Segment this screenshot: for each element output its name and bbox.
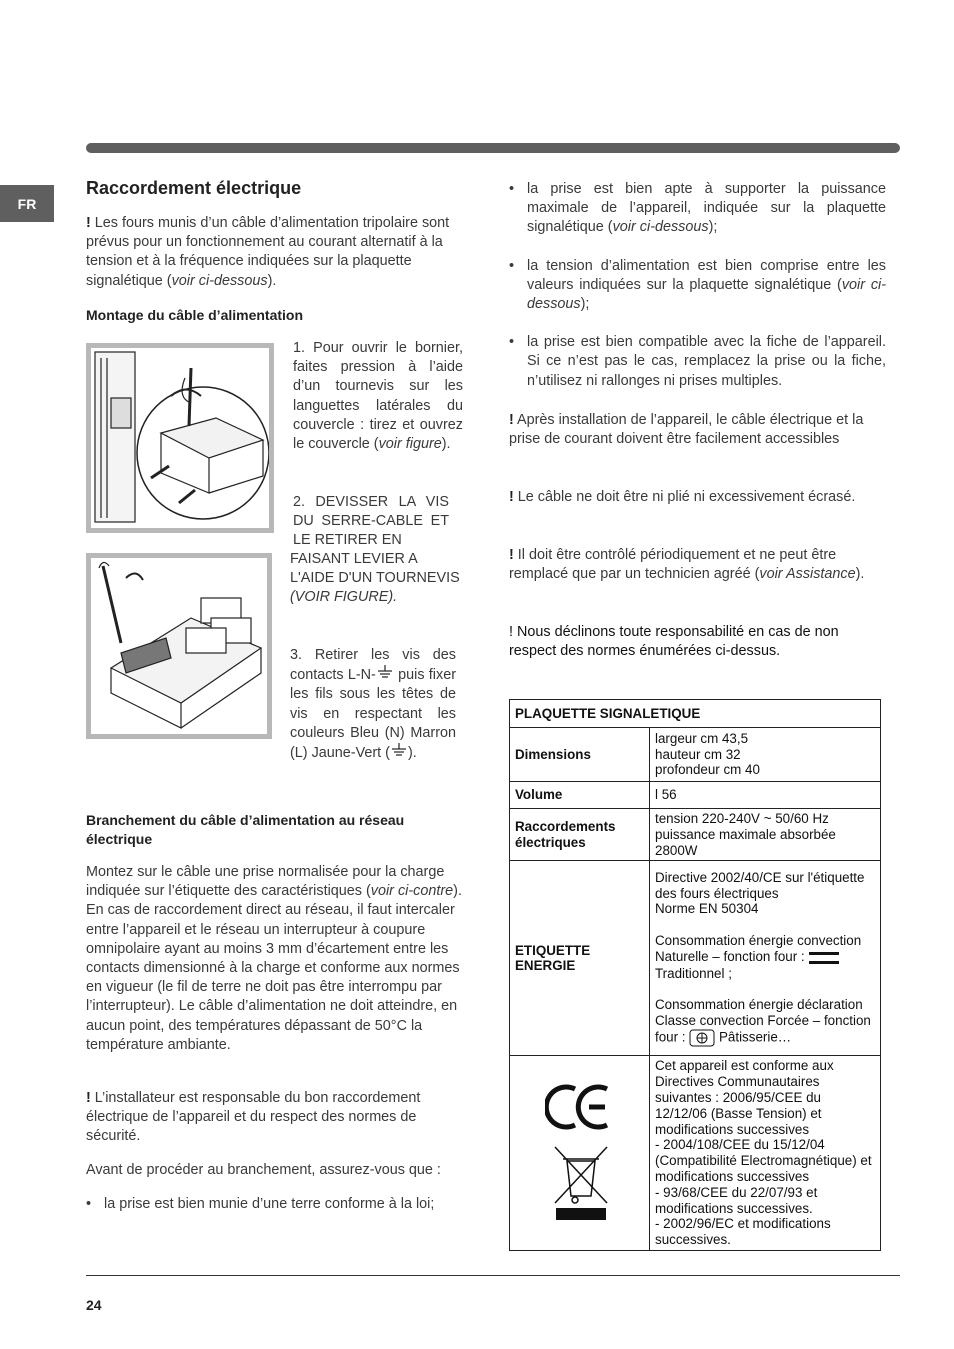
warning-mark: ! bbox=[86, 215, 91, 231]
ce-mark-icon bbox=[546, 1087, 607, 1127]
section-title: Raccordement électrique bbox=[86, 178, 302, 198]
step-3: 3. Retirer les vis des contacts L-N- puis fixer les fils sous les têtes de vis en respectant les couleurs Bleu (N) Marron (L) Jaune-Vert ( ). bbox=[290, 647, 456, 762]
language-tab: FR bbox=[0, 185, 54, 222]
table-row: Raccordements électriques tension 220-240V ~ 50/60 Hz puissance maximale absorbée 2800W bbox=[510, 809, 881, 861]
table-header: PLAQUETTE SIGNALETIQUE bbox=[510, 700, 881, 728]
step-2-part-b: FAISANT LEVIER A L'AIDE D'UN TOURNEVIS (VOIR FIGURE). bbox=[290, 551, 460, 606]
terminal-block-figure-2 bbox=[86, 553, 272, 739]
weee-bar-icon bbox=[556, 1208, 606, 1220]
warning-accessible: ! Après installation de l’appareil, le câble électrique et la prise de courant doivent être facilement accessibles bbox=[509, 412, 864, 448]
ce-weee-symbols bbox=[545, 1081, 615, 1221]
footer-rule bbox=[86, 1275, 900, 1276]
intro-paragraph: ! Les fours munis d’un câble d’alimentation tripolaire sont prévus pour un fonctionnement au courant alternatif à la tension et à la fréquence indiquées sur la plaquette signalétique (voir ci-dessous). bbox=[86, 215, 450, 289]
cable-clamp-illustration bbox=[91, 558, 267, 734]
header-rule bbox=[86, 143, 900, 153]
list-item: • la prise est bien apte à supporter la puissance maximale de l’appareil, indiquée sur la plaquette signalétique (voir ci-dessous); bbox=[509, 180, 886, 238]
table-row: Dimensions largeur cm 43,5 hauteur cm 32 profondeur cm 40 bbox=[510, 728, 881, 782]
terminal-cover-illustration bbox=[91, 348, 269, 528]
list-item: • la tension d’alimentation est bien comprise entre les valeurs indiquées sur la plaquette signalétique (voir ci-dessous); bbox=[509, 257, 886, 315]
ground-icon bbox=[376, 665, 394, 679]
conventional-oven-icon bbox=[808, 950, 840, 966]
warning-control: ! Il doit être contrôlé périodiquement et ne peut être remplacé que par un technicien agréé (voir Assistance). bbox=[509, 547, 865, 583]
ground-icon bbox=[390, 743, 408, 757]
avant-text: Avant de procéder au branchement, assurez-vous que : bbox=[86, 1162, 441, 1178]
list-item: • la prise est bien munie d’une terre conforme à la loi; bbox=[86, 1195, 466, 1214]
terminal-block-figure-1 bbox=[86, 343, 274, 533]
table-row: Volume l 56 bbox=[510, 782, 881, 809]
step-2-part-a: 2. DEVISSER LA VIS DU SERRE-CABLE ET LE RETIRER EN bbox=[293, 494, 449, 549]
warning-responsibility: ! Nous déclinons toute responsabilité en cas de non respect des normes énumérées ci-dessus. bbox=[509, 624, 839, 660]
branchement-title: Branchement du câble d’alimentation au réseau électrique bbox=[86, 812, 405, 847]
warning-mark: ! bbox=[86, 1090, 91, 1106]
rating-plate-table bbox=[509, 699, 881, 1251]
warning-cable: ! Le câble ne doit être ni plié ni excessivement écrasé. bbox=[509, 489, 856, 505]
right-bullet-list bbox=[509, 180, 886, 391]
montage-title: Montage du câble d’alimentation bbox=[86, 307, 304, 323]
fan-oven-icon bbox=[689, 1029, 715, 1047]
table-row: ETIQUETTE ENERGIE Directive 2002/40/CE sur l'étiquette des fours électriques Norme EN 50304 Consommation énergie convection Naturelle – fonction four : Traditionnel ; Consommation énergie déclaration Classe convection Forcée – fonction four : Pâtisserie… bbox=[510, 861, 881, 1056]
branchement-paragraph: Montez sur le câble une prise normalisée pour la charge indiquée sur l’étiquette des caractéristiques (voir ci-contre). En cas de raccordement direct au réseau, il faut intercaler entre l’appareil et le réseau un interrupteur à coupure omnipolaire ayant au moins 3 mm d’écartement entre les contacts dimensionné à la charge et conforme aux normes en vigueur (le fil de terre ne doit pas être interrompu par l’interrupteur). Le câble d’alimentation ne doit atteindre, en aucun point, des températures dépassant de 50°C la température ambiante. bbox=[86, 864, 462, 1053]
weee-bin-icon bbox=[555, 1147, 607, 1203]
left-bullet-list bbox=[86, 1195, 466, 1214]
installateur-warning: ! L’installateur est responsable du bon raccordement électrique de l’appareil et du respect des normes de sécurité. bbox=[86, 1090, 421, 1145]
page-number: 24 bbox=[86, 1297, 102, 1313]
list-item: • la prise est bien compatible avec la fiche de l’appareil. Si ce n’est pas le cas, remplacez la prise ou la fiche, n’utilisez ni rallonges ni prises multiples. bbox=[509, 333, 886, 391]
table-row: Cet appareil est conforme aux Directives Communautaires suivantes : 2006/95/CEE du 12/12/06 (Basse Tension) et modifications successives - 2004/108/CEE du 15/12/04 (Compatibilité Electromagnétique) et modifications successives - 93/68/CEE du 22/07/93 et modifications successives. - 2002/96/EC et modifications successives. bbox=[510, 1056, 881, 1251]
step-1: 1. Pour ouvrir le bornier, faites pression à l’aide d’un tournevis sur les languettes latérales du couvercle : tirez et ouvrez le couvercle (voir figure). bbox=[293, 340, 463, 453]
